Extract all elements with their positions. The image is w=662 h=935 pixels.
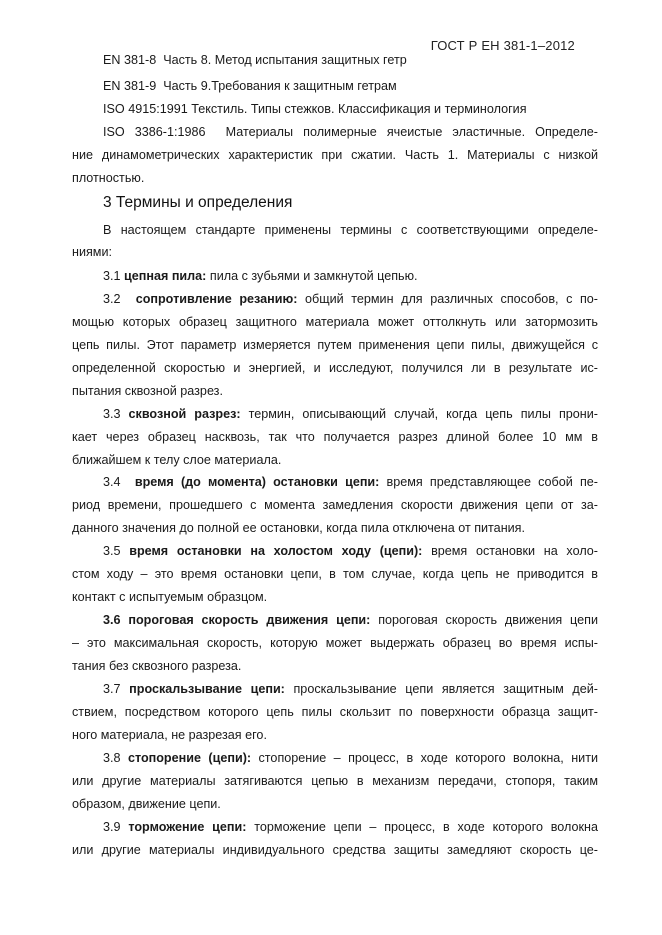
- term-number: 3.9: [103, 820, 121, 834]
- reference-title: Текстиль. Типы стежков. Классификация и терминология: [191, 102, 527, 116]
- reference-code: ISO 3386-1:1986: [103, 125, 206, 139]
- term-definition: проскальзывание цепи является защитным дей-: [284, 682, 598, 696]
- term-3-2-line-3: цепь пилы. Этот параметр измеряется путем применения цепи пилы, движущейся с: [72, 338, 598, 352]
- term-definition: термин, описывающий случай, когда цепь пилы прони-: [240, 407, 598, 421]
- term-3-2-line-5: пытания сквозной разрез.: [72, 384, 223, 398]
- term-3-3: [103, 406, 598, 422]
- term-definition: общий термин для различных способов, с по-: [297, 292, 598, 306]
- reference-en-381-8: [103, 52, 598, 68]
- reference-title: Часть 8. Метод испытания защитных гетр: [163, 53, 407, 67]
- reference-en-381-9: [103, 78, 598, 94]
- term-name: время остановки на холостом ходу (цепи):: [129, 544, 423, 558]
- term-3-2-line-4: определенной скоростью и энергией, и исследуют, получился ли в результате ис-: [72, 361, 598, 375]
- term-number: 3.3: [103, 407, 121, 421]
- term-name: стопорение (цепи):: [127, 751, 252, 765]
- reference-iso-3386-line-3: плотностью.: [72, 171, 145, 185]
- term-number: 3.6: [103, 613, 121, 627]
- term-3-3-line-2: кает через образец насквозь, так что получается разрез длиной более 10 мм в: [72, 430, 598, 444]
- term-3-4-line-2: риод времени, прошедшего с момента замедления скорости движения цепи от за-: [72, 498, 598, 512]
- term-3-8-line-2: или другие материалы затягиваются цепью в механизм передачи, стопоря, таким: [72, 774, 598, 788]
- term-3-4-line-3: данного значения до полной ее остановки, когда пила отключена от питания.: [72, 521, 525, 535]
- term-definition: стопорение – процесс, в ходе которого волокна, нити: [251, 751, 598, 765]
- term-definition: пила с зубьями и замкнутой цепью.: [206, 269, 418, 283]
- section-intro-line-1: В настоящем стандарте применены термины с соответствующими определе-: [103, 223, 598, 237]
- term-3-9: [103, 819, 598, 835]
- reference-iso-3386-line-2: ние динамометрических характеристик при сжатии. Часть 1. Материалы с низкой: [72, 148, 598, 162]
- term-definition: торможение цепи – процесс, в ходе которого волокна: [246, 820, 598, 834]
- term-3-1: [103, 268, 598, 284]
- reference-iso-4915: [103, 101, 598, 117]
- term-name: пороговая скорость движения цепи:: [128, 613, 371, 627]
- reference-title: Часть 9.Требования к защитным гетрам: [163, 79, 397, 93]
- term-name: торможение цепи:: [128, 820, 247, 834]
- term-3-2-line-2: мощью которых образец защитного материала может оттолкнуть или затормозить: [72, 315, 598, 329]
- term-definition: время остановки на холо-: [422, 544, 599, 558]
- term-number: 3.1: [103, 269, 121, 283]
- reference-code: ISO 4915:1991: [103, 102, 188, 116]
- term-name: сквозной разрез:: [128, 407, 241, 421]
- term-3-7: [103, 681, 598, 697]
- section-intro-line-2: ниями:: [72, 245, 113, 259]
- term-number: 3.4: [103, 475, 121, 489]
- term-3-5-line-2: стом ходу – это время остановки цепи, в том случае, когда цепь не приводится в: [72, 567, 598, 581]
- term-3-6-line-2: – это максимальная скорость, которую может выдержать образец во время испы-: [72, 636, 598, 650]
- term-name: цепная пила:: [124, 269, 207, 283]
- document-header-id: ГОСТ Р ЕН 381-1–2012: [430, 38, 575, 53]
- term-3-6: [103, 612, 598, 628]
- reference-code: EN 381-8: [103, 53, 157, 67]
- term-3-3-line-3: ближайшем к телу слое материала.: [72, 453, 282, 467]
- term-3-6-line-3: тания без сквозного разреза.: [72, 659, 242, 673]
- term-name: время (до момента) остановки цепи:: [134, 475, 380, 489]
- term-3-5-line-3: контакт с испытуемым образцом.: [72, 590, 268, 604]
- term-3-9-line-2: или другие материалы индивидуального средства защиты замедляют скорость це-: [72, 843, 598, 857]
- term-3-2: [103, 291, 598, 307]
- term-number: 3.8: [103, 751, 121, 765]
- term-name: проскальзывание цепи:: [129, 682, 285, 696]
- term-3-7-line-3: ного материала, не разрезая его.: [72, 728, 267, 742]
- term-definition: время представляющее собой пе-: [379, 475, 598, 489]
- term-definition: пороговая скорость движения цепи: [370, 613, 598, 627]
- section-heading: 3 Термины и определения: [103, 194, 293, 211]
- term-3-4: [103, 474, 598, 490]
- term-3-7-line-2: ствием, посредством которого цепь пилы скользит по поверхности образца защит-: [72, 705, 598, 719]
- term-number: 3.2: [103, 292, 121, 306]
- reference-code: EN 381-9: [103, 79, 157, 93]
- term-number: 3.5: [103, 544, 121, 558]
- term-name: сопротивление резанию:: [135, 292, 298, 306]
- reference-iso-3386-line-1: [103, 124, 598, 140]
- term-3-8: [103, 750, 598, 766]
- term-number: 3.7: [103, 682, 121, 696]
- term-3-8-line-3: образом, движение цепи.: [72, 797, 221, 811]
- reference-title: Материалы полимерные ячеистые эластичные. Определе-: [225, 125, 598, 139]
- term-3-5: [103, 543, 598, 559]
